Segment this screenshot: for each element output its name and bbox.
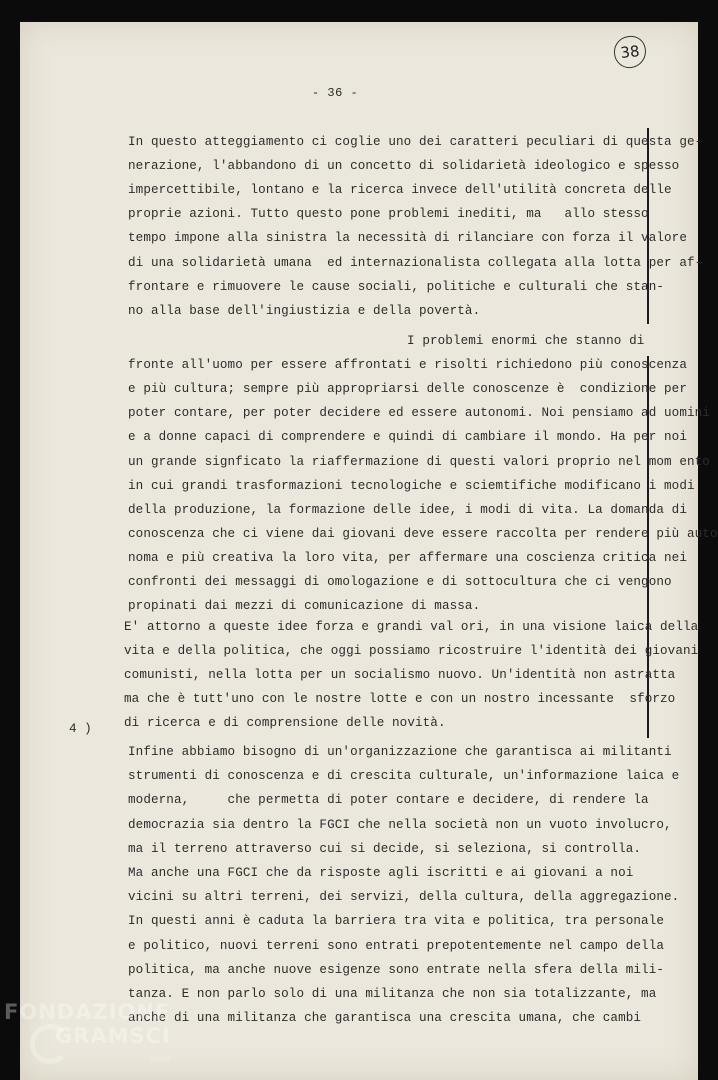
text-line: nerazione, l'abbandono di un concetto di solidarietà ideologico e spesso: [128, 159, 680, 174]
text-line: strumenti di conoscenza e di crescita culturale, un'informazione laica e: [128, 769, 680, 784]
text-line: ma il terreno attraverso cui si decide, si seleziona, si controlla.: [128, 841, 642, 856]
text-line: In questo atteggiamento ci coglie uno dei caratteri peculiari di questa ge-: [128, 135, 703, 149]
watermark-suffix: onlus: [150, 1054, 172, 1063]
text-line: democrazia sia dentro la FGCI che nella società non un vuoto involucro,: [128, 817, 672, 832]
text-line: un grande signficato la riaffermazione di questi valori proprio nel mom ento: [128, 454, 710, 469]
list-marker: 4 ): [69, 722, 92, 736]
text-line: anche di una militanza che garantisca una crescita umana, che cambi: [128, 1011, 642, 1026]
text-line: di una solidarietà umana ed internazionalista collegata alla lotta per af-: [128, 255, 703, 270]
text-line: I problemi enormi che stanno di: [407, 334, 645, 348]
text-line: impercettibile, lontano e la ricerca invece dell'utilità concreta delle: [128, 183, 672, 198]
text-line: e più cultura; sempre più appropriarsi delle conoscenze è condizione per: [128, 382, 687, 397]
text-line: di ricerca e di comprensione delle novità.: [124, 716, 446, 731]
text-line: tanza. E non parlo solo di una militanza che non sia totalizzante, ma: [128, 987, 657, 1001]
text-line: conoscenza che ci viene dai giovani deve essere raccolta per rendere più auto: [128, 526, 718, 541]
text-line: fronte all'uomo per essere affrontati e risolti richiedono più conoscenza: [128, 358, 687, 373]
text-line: moderna, che permetta di poter contare e decidere, di rendere la: [128, 793, 649, 808]
text-line: e politico, nuovi terreni sono entrati prepotentemente nel campo della: [128, 938, 665, 953]
text-line: E' attorno a queste idee forza e grandi val ori, in una visione laica della: [124, 620, 699, 634]
text-line: comunisti, nella lotta per un socialismo nuovo. Un'identità non astratta: [124, 668, 676, 683]
text-line: vita e della politica, che oggi possiamo ricostruire l'identità dei giovani: [124, 644, 699, 659]
watermark-line1: FONDAZIONE: [4, 1000, 171, 1024]
text-line: vicini su altri terreni, dei servizi, della cultura, della aggregazione.: [128, 890, 680, 905]
text-line: Infine abbiamo bisogno di un'organizzazione che garantisca ai militanti: [128, 745, 672, 759]
text-line: e a donne capaci di comprendere e quindi di cambiare il mondo. Ha per noi: [128, 430, 687, 445]
text-line: proprie azioni. Tutto questo pone problemi inediti, ma allo stesso: [128, 207, 649, 222]
text-line: della produzione, la formazione delle idee, i modi di vita. La domanda di: [128, 502, 687, 517]
text-line: tempo impone alla sinistra la necessità di rilanciare con forza il valore: [128, 231, 687, 246]
watermark-line2: GRAMSCI: [54, 1024, 171, 1048]
text-line: confronti dei messaggi di omologazione e di sottocultura che ci vengono: [128, 575, 672, 589]
margin-line: [647, 128, 649, 324]
text-line: Ma anche una FGCI che da risposte agli iscritti e ai giovani a noi: [128, 866, 634, 880]
text-line: propinati dai mezzi di comunicazione di massa.: [128, 599, 481, 614]
text-line: noma e più creativa la loro vita, per affermare una coscienza critica nei: [128, 550, 687, 565]
text-line: politica, ma anche nuove esigenze sono entrate nella sfera della mili-: [128, 962, 665, 977]
text-line: In questi anni è caduta la barriera tra vita e politica, tra personale: [128, 914, 665, 929]
page-number: - 36 -: [312, 86, 359, 100]
text-line: in cui grandi trasformazioni tecnologiche e sciemtifiche modificano i modi: [128, 478, 695, 493]
text-line: ma che è tutt'uno con le nostre lotte e con un nostro incessante sforzo: [124, 692, 676, 707]
text-line: no alla base dell'ingiustizia e della povertà.: [128, 303, 481, 318]
text-line: frontare e rimuovere le cause sociali, politiche e culturali che stan-: [128, 279, 665, 294]
text-line: poter contare, per poter decidere ed essere autonomi. Noi pensiamo ad uomini: [128, 406, 710, 421]
page-stamp: 38: [612, 34, 647, 69]
